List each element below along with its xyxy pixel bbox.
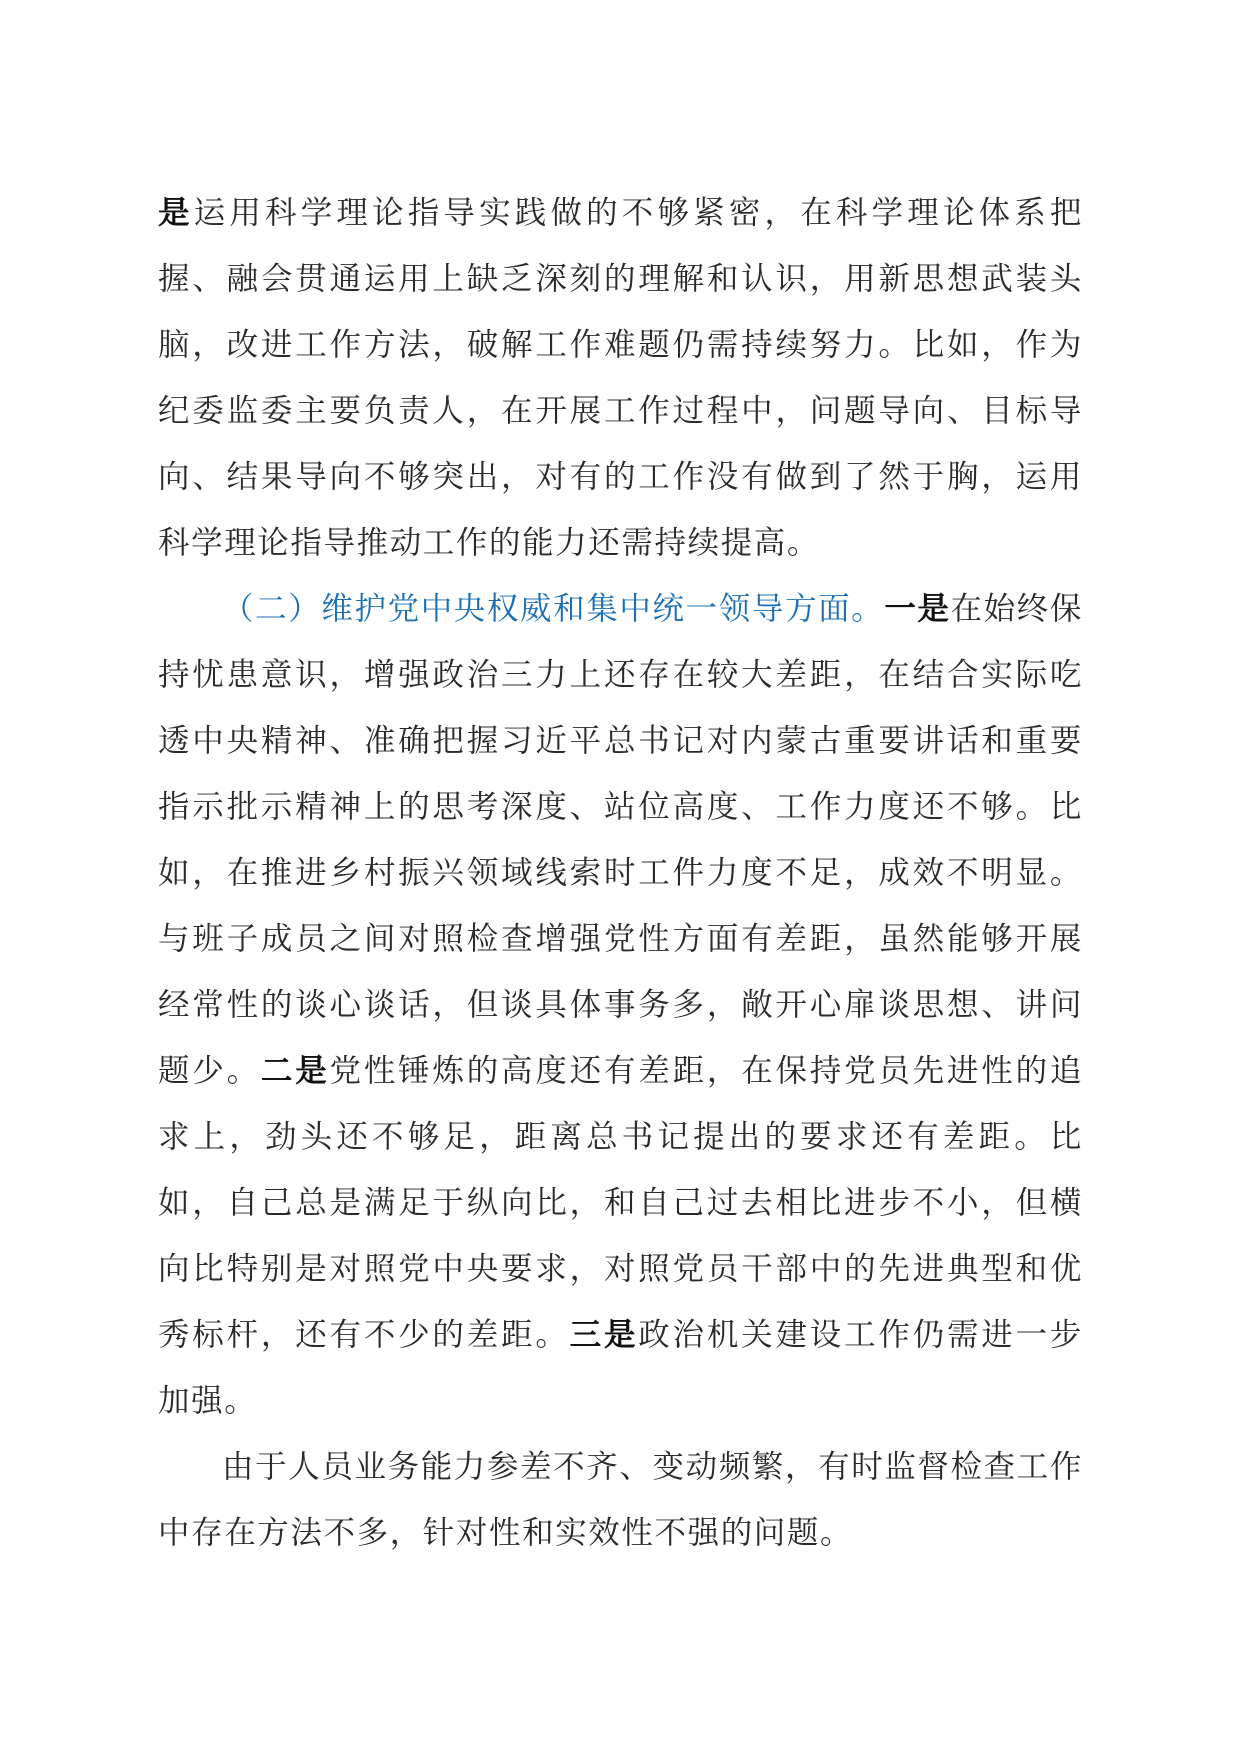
paragraph-text: 政治机关建设工作仍需进一步加强。 — [158, 1317, 1083, 1419]
document-body — [158, 180, 1083, 1566]
lead-marker-two: 二是 — [260, 1052, 330, 1089]
paragraph-text: 由于人员业务能力参差不齐、变动频繁，有时监督检查工作中存在方法不多，针对性和实效性不强的问题。 — [158, 1449, 1083, 1551]
lead-marker-three: 三是 — [569, 1316, 639, 1353]
paragraph-1 — [158, 180, 1083, 576]
lead-marker: 是 — [158, 194, 194, 231]
lead-marker-one: 一是 — [884, 590, 951, 627]
paragraph-2 — [158, 576, 1083, 1434]
paragraph-text: 在始终保持忧患意识，增强政治三力上还存在较大差距，在结合实际吃透中央精神、准确把握习近平总书记对内蒙古重要讲话和重要指示批示精神上的思考深度、站位高度、工作力度还不够。比如，在推进乡村振兴领域线索时工件力度不足，成效不明显。与班子成员之间对照检查增强党性方面有差距，虽然能够开展经常性的谈心谈话，但谈具体事务多，敞开心扉谈思想、讲问题少。 — [158, 591, 1083, 1089]
section-heading: （二）维护党中央权威和集中统一领导方面。 — [222, 591, 885, 627]
paragraph-3 — [158, 1434, 1083, 1566]
paragraph-text: 党性锤炼的高度还有差距，在保持党员先进性的追求上，劲头还不够足，距离总书记提出的要求还有差距。比如，自己总是满足于纵向比，和自己过去相比进步不小，但横向比特别是对照党中央要求，对照党员干部中的先进典型和优秀标杆，还有不少的差距。 — [158, 1053, 1083, 1353]
paragraph-text: 运用科学理论指导实践做的不够紧密，在科学理论体系把握、融会贯通运用上缺乏深刻的理解和认识，用新思想武装头脑，改进工作方法，破解工作难题仍需持续努力。比如，作为纪委监委主要负责人，在开展工作过程中，问题导向、目标导向、结果导向不够突出，对有的工作没有做到了然于胸，运用科学理论指导推动工作的能力还需持续提高。 — [158, 195, 1083, 561]
